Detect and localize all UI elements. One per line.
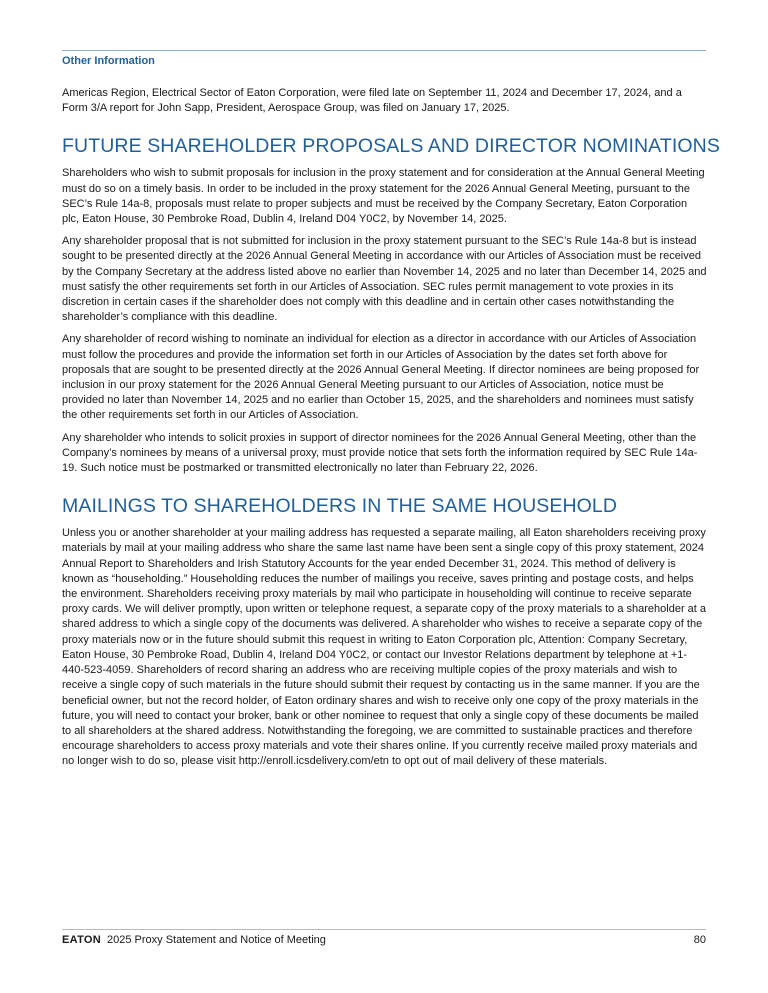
footer-divider — [62, 929, 706, 930]
paragraph: Unless you or another shareholder at your mailing address has requested a separate mailing, all Eaton shareholders receiving proxy materials by mail at your mailing address who share the same last name have been sent a single copy of this proxy statement, 2024 Annual Report to Shareholders and Irish Statutory Accounts for the year ended December 31, 2024. This method of delivery is known as “householding.” Householding reduces the number of mailings you receive, saves printing and postage costs, and helps the environment. Shareholders receiving proxy materials by mail who participate in householding will continue to receive separate proxy cards. We will deliver promptly, upon written or telephone request, a separate copy of the proxy materials to a shareholder at a shared address to which a single copy of the documents was delivered. A shareholder who wishes to receive a separate copy of the proxy materials now or in the future should submit this request in writing to Eaton Corporation plc, Attention: Company Secretary, Eaton House, 30 Pembroke Road, Dublin 4, Ireland D04 Y0C2, or contact our Investor Relations department by telephone at +1-440-523-4059. Shareholders of record sharing an address who are receiving multiple copies of the proxy materials and wish to receive a single copy of such materials in the future should submit their request by contacting us in the same manner. If you are the beneficial owner, but not the record holder, of Eaton ordinary shares and wish to receive only one copy of the proxy materials in the future, you will need to contact your broker, bank or other nominee to request that only a single copy of these documents be mailed to all shareholders at the shared address. Notwithstanding the foregoing, we are committed to sustainable practices and therefore encourage shareholders to access proxy materials and vote their shares online. If you currently receive mailed proxy materials and no longer wish to do so, please visit http://enroll.icsdelivery.com/etn to opt out of mail delivery of these materials. — [62, 527, 707, 768]
section-label: Other Information — [62, 55, 155, 67]
intro-paragraph: Americas Region, Electrical Sector of Eaton Corporation, were filed late on September 11, 2024 and December 17, 2024, and a Form 3/A report for John Sapp, President, Aerospace Group, was filed on January 17, 2025. — [62, 87, 682, 115]
page-footer — [62, 934, 706, 946]
paragraph: Any shareholder who intends to solicit proxies in support of director nominees for the 2026 Annual General Meeting, other than the Company’s nominees by means of a universal proxy, must provide notice that sets forth the information required by SEC Rule 14a-19. Such notice must be postmarked or transmitted electronically no later than February 22, 2026. — [62, 431, 698, 475]
main-content — [62, 86, 720, 777]
section-heading-shareholder-proposals: FUTURE SHAREHOLDER PROPOSALS AND DIRECTOR NOMINATIONS — [62, 135, 720, 158]
paragraph: Any shareholder of record wishing to nominate an individual for election as a director in accordance with our Articles of Association must follow the procedures and provide the information set forth in our Articles of Association by the dates set forth above for proposals that are sought to be presented directly at the 2026 Annual General Meeting. If director nominees are being proposed for inclusion in our proxy statement for the 2026 Annual General Meeting pursuant to our Articles of Association, notice must be provided no later than November 14, 2025 and no earlier than October 15, 2025, and the shareholders and nominees must satisfy the other requirements set forth in our Articles of Association. — [62, 333, 700, 422]
paragraph: Shareholders who wish to submit proposals for inclusion in the proxy statement and for consideration at the Annual General Meeting must do so on a timely basis. In order to be included in the proxy statement for the 2026 Annual General Meeting, pursuant to the SEC’s Rule 14a-8, proposals must relate to proper subjects and must be received by the Company Secretary, Eaton Corporation plc, Eaton House, 30 Pembroke Road, Dublin 4, Ireland D04 Y0C2, by November 14, 2025. — [62, 167, 705, 226]
paragraph: Any shareholder proposal that is not submitted for inclusion in the proxy statement pursuant to the SEC’s Rule 14a-8 but is instead sought to be presented directly at the 2026 Annual General Meeting in accordance with our Articles of Association must be received by the Company Secretary at the address listed above no earlier than November 14, 2025 and no later than December 14, 2025 and must satisfy the other requirements set forth in our Articles of Association. SEC rules permit management to vote proxies in its discretion in certain cases if the shareholder does not comply with this deadline and in certain other cases notwithstanding the shareholder’s compliance with this deadline. — [62, 235, 707, 324]
section-heading-householding: MAILINGS TO SHAREHOLDERS IN THE SAME HOUSEHOLD — [62, 495, 618, 518]
footer-title-group — [62, 934, 326, 946]
document-title: 2025 Proxy Statement and Notice of Meeting — [107, 934, 326, 946]
brand-logo: EATON — [62, 934, 101, 946]
header-divider — [62, 50, 706, 51]
page-number: 80 — [693, 934, 706, 946]
